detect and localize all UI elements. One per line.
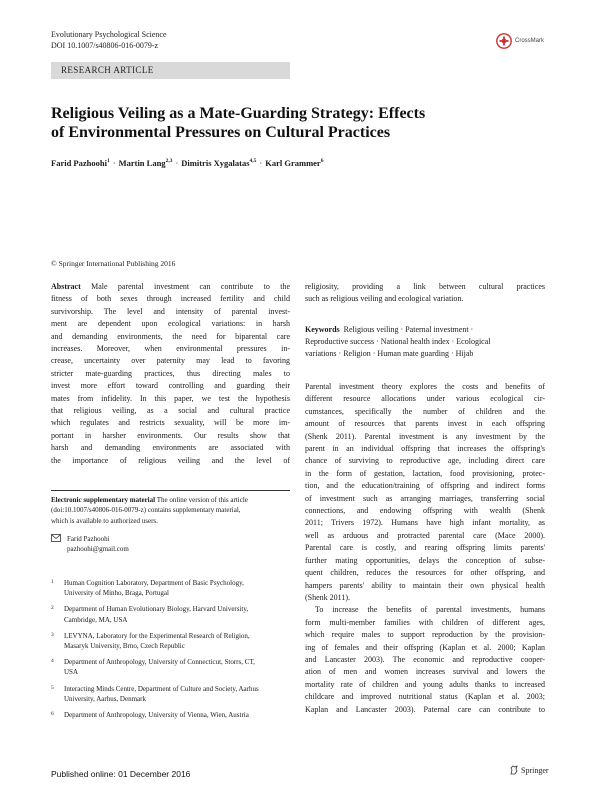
copyright-notice: © Springer International Publishing 2016 bbox=[51, 259, 176, 268]
body-line: further mating opportunities, delays the conception of subse- bbox=[305, 555, 545, 565]
abstract-line: crease, uncertainty over paternity may lead to favoring bbox=[51, 356, 290, 366]
author-separator: · bbox=[112, 158, 116, 168]
article-type-banner bbox=[51, 62, 290, 79]
affiliation-number: 3 bbox=[51, 631, 54, 638]
affiliation: 4 Department of Anthropology, University of Connecticut, Storrs, CT, USA bbox=[51, 658, 255, 677]
body-line: which require males to support reproduction by the provision- bbox=[305, 630, 545, 640]
corresponding-author-email[interactable]: pazhoohi@gmail.com bbox=[67, 545, 129, 554]
author-separator: · bbox=[175, 158, 179, 168]
abstract-line: survivorship. The level and intensity of parental invest- bbox=[51, 306, 290, 316]
abstract-line: invest more effort toward controlling and guarding their bbox=[51, 381, 290, 391]
body-line: amount of resources that parents invest in each offspring bbox=[305, 419, 545, 429]
body-line: well as arduous and protracted parental care (Mace 2000). bbox=[305, 530, 545, 540]
esm-heading: Electronic supplementary material bbox=[51, 496, 156, 504]
affiliation-number: 1 bbox=[51, 579, 54, 585]
abstract-line: Abstract Male parental investment can contribute to the bbox=[51, 282, 290, 291]
supplementary-material-note bbox=[51, 495, 290, 526]
author-separator: · bbox=[259, 158, 263, 168]
publisher-name: Springer bbox=[521, 765, 549, 775]
body-line: Parental investment theory explores the costs and benefits of bbox=[305, 382, 545, 391]
author-list bbox=[51, 158, 546, 168]
body-line: and Lancaster 2003). The economic and reproductive cooper- bbox=[305, 654, 545, 664]
affiliation-number: 6 bbox=[51, 710, 54, 717]
body-line: (Shenk 2011). bbox=[305, 592, 351, 602]
body-line: ing of females and their offspring (Kaplan et al. 2000; Kaplan bbox=[305, 642, 545, 652]
journal-header bbox=[51, 29, 167, 51]
author-affiliation-marker: 1 bbox=[106, 158, 110, 165]
abstract-heading: Abstract bbox=[51, 282, 81, 291]
abstract-line: the importance of religious veiling and the level of bbox=[51, 455, 290, 465]
abstract-line: stricter mate-guarding practices, thus directing males to bbox=[51, 368, 290, 378]
body-line: Parental care is costly, and rearing offspring limits parents' bbox=[305, 543, 545, 553]
journal-name: Evolutionary Psychological Science bbox=[51, 30, 167, 39]
keywords-heading: Keywords bbox=[305, 325, 340, 334]
body-line: in the form of gestation, lactation, food provisioning, protec- bbox=[305, 468, 545, 478]
affiliation: 5 Interacting Minds Centre, Department of Culture and Society, Aarhus University, Aarhus, Denmark bbox=[51, 684, 259, 703]
abstract-line: and demanding environments, the need for biparental care bbox=[51, 331, 290, 341]
abstract-line: ment are dependent upon ecological variations: in harsh bbox=[51, 319, 290, 329]
article-title bbox=[51, 104, 546, 142]
body-line: tion, and the education/training of offspring and indirect forms bbox=[305, 481, 545, 491]
keywords bbox=[305, 324, 545, 360]
body-line: parent in an individual offspring that increases the offspring's bbox=[305, 444, 545, 454]
affiliation: 1 Human Cognition Laboratory, Department of Basic Psychology, University of Minho, Braga, Portugal bbox=[51, 579, 244, 598]
author-affiliation-marker: 6 bbox=[320, 158, 324, 165]
affiliation: 6 Department of Anthropology, University of Vienna, Wien, Austria bbox=[51, 710, 249, 719]
author-affiliation-marker: 2,3 bbox=[165, 158, 173, 165]
esm-line: which is available to authorized users. bbox=[51, 516, 158, 525]
crossmark-icon bbox=[496, 33, 512, 49]
affiliation-number: 5 bbox=[51, 684, 54, 691]
author-name[interactable]: Dimitris Xygalatas bbox=[181, 158, 250, 168]
title-line-2: of Environmental Pressures on Cultural Practices bbox=[51, 124, 391, 141]
author-name[interactable]: Martin Lang bbox=[118, 158, 166, 168]
body-line: chance of surviving to reproductive age, including direct care bbox=[305, 456, 545, 466]
keywords-line: Reproductive success · National health index · Ecological bbox=[305, 337, 491, 346]
abstract-line: that religious veiling, as a social and cultural practice bbox=[51, 406, 290, 416]
body-text bbox=[305, 381, 545, 716]
keywords-line: Keywords Religious veiling · Paternal investment · bbox=[305, 325, 474, 334]
affiliations bbox=[51, 578, 290, 726]
abstract-line: fitness of both sexes through increased fertility and child bbox=[51, 294, 290, 304]
envelope-icon bbox=[51, 534, 67, 545]
body-line: 2011; Trivers 1972). Humans have high infant mortality, as bbox=[305, 518, 545, 528]
affiliation: 2 Department of Human Evolutionary Biology, Harvard University, Cambridge, MA, USA bbox=[51, 605, 249, 624]
body-line: cumstances, specifically the number of children and the bbox=[305, 406, 545, 416]
abstract-line: increases. Moreover, when environmental pressures in- bbox=[51, 344, 290, 354]
body-line: form multi-member families with children of different ages, bbox=[305, 617, 545, 627]
abstract-line: which regulates and restricts sexuality, will be more im- bbox=[51, 418, 290, 428]
abstract-line: such as religious veiling and ecological variation. bbox=[305, 294, 464, 304]
body-line: Kaplan and Lancaster 2003). Paternal care can contribute to bbox=[305, 704, 545, 714]
body-line: mortality rate of children and young adults thanks to increased bbox=[305, 679, 545, 689]
footnote-divider bbox=[51, 490, 290, 491]
title-line-1: Religious Veiling as a Mate-Guarding Strategy: Effects bbox=[51, 105, 426, 122]
esm-line: Electronic supplementary material The online version of this article bbox=[51, 496, 248, 504]
body-line: connections, and endowing offspring with wealth (Shenk bbox=[305, 506, 545, 516]
published-online-date: Published online: 01 December 2016 bbox=[51, 769, 191, 779]
author-name[interactable]: Farid Pazhoohi bbox=[51, 158, 107, 168]
crossmark-badge[interactable] bbox=[496, 33, 544, 49]
body-line: ation of men and women increases survival and lowers the bbox=[305, 667, 545, 677]
keywords-line: variations · Religion · Human mate guarding · Hijab bbox=[305, 349, 474, 358]
body-line: hampers parents' ability to maintain their own physical health bbox=[305, 580, 545, 590]
affiliation: 3 LEVYNA, Laboratory for the Experimental Research of Religion, Masaryk University, Brno, Czech Republic bbox=[51, 631, 250, 651]
body-line: To increase the benefits of parental investments, humans bbox=[315, 605, 545, 615]
esm-line[interactable]: (doi:10.1007/s40806-016-0079-z) contains supplementary material, bbox=[51, 506, 241, 515]
body-line: of investment such as arranging marriages, transferring social bbox=[305, 493, 545, 503]
affiliation-number: 4 bbox=[51, 658, 54, 665]
author-name[interactable]: Karl Grammer bbox=[265, 158, 321, 168]
abstract-line: harsh and demanding environments are associated with bbox=[51, 443, 290, 453]
corresponding-author-name: Farid Pazhoohi bbox=[67, 535, 110, 543]
springer-logo bbox=[509, 765, 549, 775]
abstract-line: mates from infidelity. In this paper, we test the hypothesis bbox=[51, 393, 290, 403]
abstract bbox=[51, 281, 290, 467]
affiliation-number: 2 bbox=[51, 605, 54, 612]
author-affiliation-marker: 4,5 bbox=[249, 158, 257, 165]
springer-horse-icon bbox=[509, 765, 519, 775]
abstract-line: religiosity, providing a link between cultural practices bbox=[305, 282, 545, 291]
abstract-line: portant in harsher environments. Our results show that bbox=[51, 430, 290, 440]
journal-doi: DOI 10.1007/s40806-016-0079-z bbox=[51, 41, 159, 50]
body-line: different resource allocations under various ecological cir- bbox=[305, 394, 545, 404]
body-line: (Shenk 2011). Parental investment is any investment by the bbox=[305, 431, 545, 441]
abstract-continued bbox=[305, 281, 545, 306]
correspondence bbox=[51, 534, 129, 555]
body-line: childcare and improved nutritional status (Kaplan et al. 2003; bbox=[305, 692, 545, 702]
article-type: RESEARCH ARTICLE bbox=[61, 65, 154, 75]
body-line: quent children, reduces the resources for other offspring, and bbox=[305, 568, 545, 578]
crossmark-label: CrossMark bbox=[515, 38, 545, 44]
